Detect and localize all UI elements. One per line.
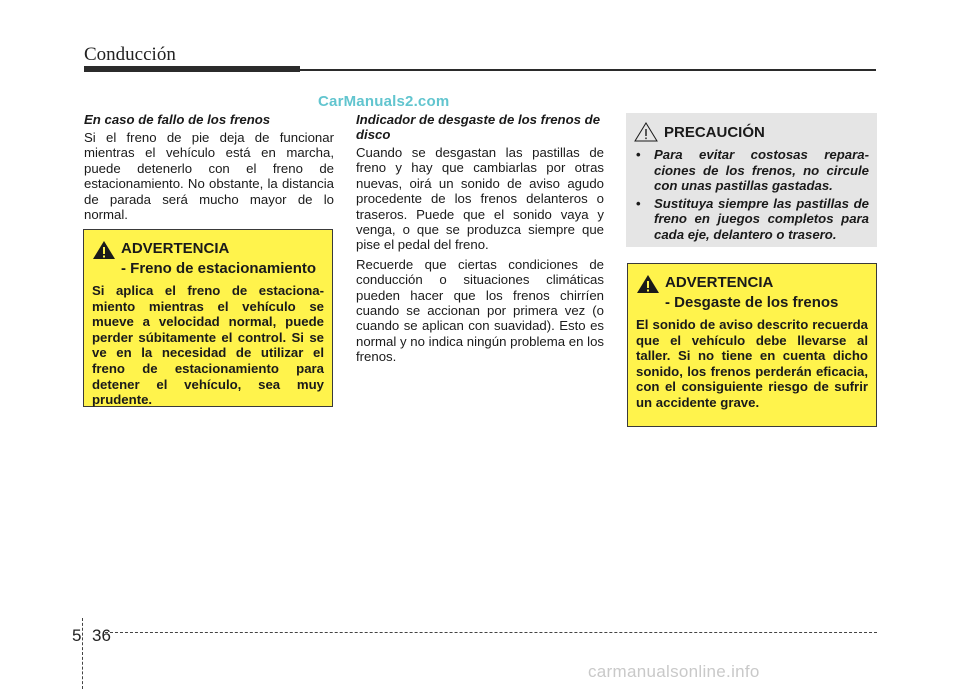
- heading-wear-indicator: Indicador de desgaste de los frenos de disco: [356, 112, 601, 142]
- warning-subtitle: - Freno de estacionamiento: [121, 260, 317, 277]
- caution-title: PRECAUCIÓN: [664, 123, 765, 141]
- caution-triangle-icon: [634, 122, 658, 142]
- paragraph-wear-indicator-1: Cuando se desgastan las pastillas de freno y hay que cambiarlas por otras nuevas, oirá un sonido de aviso agudo procedente de los frenos delanteros o traseros. Puede que el sonido vaya y venga, o que se produzca siempre que pise el pedal del freno.: [356, 145, 604, 253]
- watermark-bottom: carmanualsonline.info: [588, 662, 760, 681]
- caution-header: [634, 122, 869, 142]
- page-number: 36: [92, 626, 111, 645]
- caution-item-text: Para evitar costosas repara-ciones de los frenos, no circule con unas pastillas gastadas.: [654, 147, 869, 194]
- warning-header: [636, 274, 868, 294]
- warning-subtitle: - Desgaste de los frenos: [665, 294, 839, 311]
- column-left: [84, 112, 334, 226]
- caution-box: [626, 113, 877, 247]
- warning-title: ADVERTENCIA: [665, 274, 774, 291]
- heading-brake-failure: En caso de fallo de los frenos: [84, 112, 271, 127]
- caution-list: [634, 147, 869, 243]
- caution-item-text: Sustituya siempre las pastillas de freno en juegos completos para cada eje, delantero o trasero.: [654, 195, 869, 242]
- warning-body: Si aplica el freno de estaciona-miento mientras el vehículo se mueve a velocidad normal, puede perder súbitamente el control. Si se ve en la necesidad de utilizar el freno de estacionamiento para detener el vehículo, sea muy prudente.: [92, 283, 324, 408]
- footer-horizontal-rule: [105, 632, 877, 633]
- caution-item: [634, 196, 869, 243]
- watermark-top: CarManuals2.com: [318, 93, 450, 110]
- paragraph-wear-indicator-2: Recuerde que ciertas condiciones de conducción o situaciones climáticas pueden hacer que los frenos chirríen cuando se accionan por primera vez (o cuando se aplican con suavidad). Esto es normal y no indica ningún problema en los frenos.: [356, 256, 604, 365]
- header-rule-thick: [84, 66, 300, 72]
- warning-header: [92, 240, 324, 260]
- section-title: Conducción: [84, 44, 176, 65]
- column-middle: [356, 112, 604, 369]
- warning-triangle-icon: [636, 274, 660, 294]
- warning-body: El sonido de aviso descrito recuerda que el vehículo debe llevarse al taller. Si no tiene en cuenta dicho sonido, los frenos perderán eficacia, con el consiguiente riesgo de sufrir un accidente grave.: [636, 317, 868, 410]
- bullet: •: [636, 195, 641, 211]
- warning-box-brake-wear: [627, 263, 877, 427]
- warning-box-parking-brake: [83, 229, 333, 407]
- bullet: •: [636, 147, 641, 162]
- chapter-number: 5: [72, 626, 82, 645]
- header-rule-thin: [300, 69, 876, 71]
- footer-vertical-rule: [82, 618, 83, 689]
- warning-title: ADVERTENCIA: [121, 240, 230, 257]
- paragraph-brake-failure: Si el freno de pie deja de funcionar mientras el vehículo está en marcha, puede detenerlo con el freno de estacionamiento. No obstante, la distancia de parada será mucho mayor de lo normal.: [84, 130, 334, 223]
- warning-triangle-icon: [92, 240, 116, 260]
- caution-item: [634, 147, 869, 194]
